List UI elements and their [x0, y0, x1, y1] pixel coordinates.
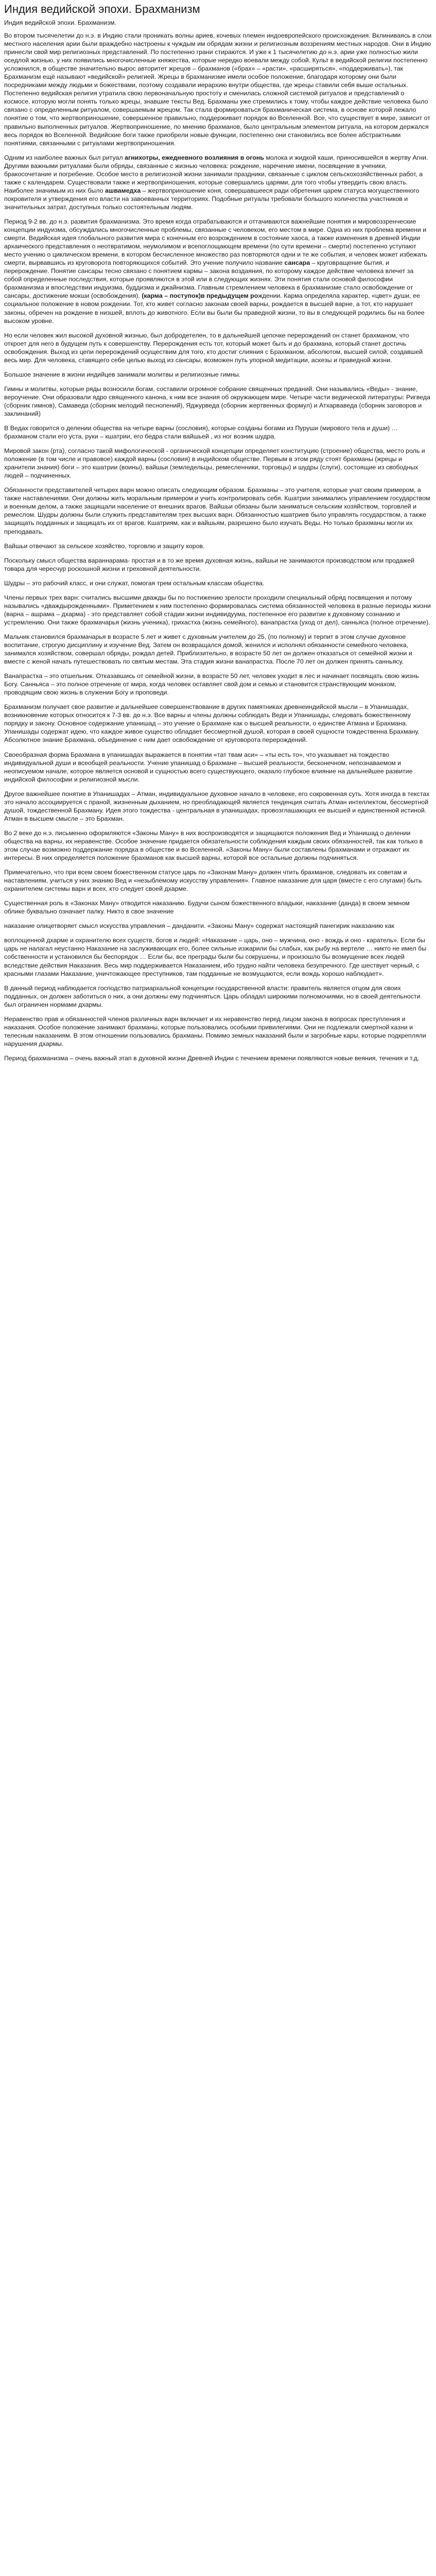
paragraph-text: Своеобразная форма Брахмана в упанишадах выражается в понятии «тат твам аси» – «ты есть то», что указывает на тождество индивидуальной души и всеобщей реальности. Учение упанишад о Брахмане – высшей реальности, бесконечном, непознаваемом и неописуемом начале, которое является основой и сущностью всего существующего, оказало глубокое влияние на дальнейшее развитие индийской философии и религиозной мысли. — [4, 751, 413, 783]
paragraph — [4, 542, 432, 550]
paragraph — [4, 936, 432, 977]
paragraph-text: Период брахманизма – очень важный этап в духовной жизни Древней Индии с течением времени появляются новые веяния, течения и т.д. — [4, 1054, 420, 1062]
bold-text: (карма – поступок)в предыдущем ро — [142, 292, 258, 300]
paragraph — [4, 331, 432, 364]
paragraph-text: ждении. Карма определяла характер, «цвет» души, ее социальное положение в новом рождении. Тот, кто живет согласно законам своей варны, рождается в высшей варне, а тот, кто нарушает законы, обречен на рождение в низшей, вплоть до животного. Если вы были бы праведной жизни, то вы в следующей родились бы на более высоком уровне. — [4, 292, 425, 325]
paragraph-text: Существенная роль в «Законах Ману» отводится наказанию. Будучи сыном божественного владыки, наказание (данда) в своем земном облике буквально означает палку. Никто в свое значение — [4, 900, 410, 916]
paragraph — [4, 1054, 432, 1062]
paragraph-text: Члены первых трех варн: считались высшими дважды бы по постижению зрелости проходили специальный обряд посвящения и потому назывались «дваждырожденными». Приметением к ним постепенно формировалась система обязанностей человека в разные периоды жизни (варна – ашрама – дхарма) - это представляет собой стадии жизни индивидуума, постепенное его развитие к духовному сознанию и устремлению. Они также брахмачарья (жизнь ученика), грихастха (жизнь семейного), ванапрастха (уход от дел), санньяса (полное отречение). — [4, 594, 431, 626]
paragraph — [4, 579, 432, 587]
bold-text: сансара — [284, 259, 310, 267]
bold-text: агнихотры, ежедневного возлияния в огонь — [125, 154, 265, 161]
paragraph-text: Гимны и молитвы, которые ряды возносили богам, составили огромное собрание священных преданий. Они назывались «Веды» - знание, вероучение. Они образовали ядро священного канона, к ним все знания об окружающем мире. Четыре части ведической литературы: Ригведа (сборник гимнов), Самаведа (сборник мелодий песнопений), Яджурведа (сборник жертвенных формул) и Атхарваведа (сборник заговоров и заклинаний) — [4, 385, 430, 417]
paragraph — [4, 703, 432, 744]
paragraph-text: Большое значение в жизни индийцев занимали молитвы и религиозные гимны. — [4, 370, 241, 378]
paragraph-text: Шудры – это рабочий класс, и они служат, помогая трем остальным классам общества. — [4, 579, 265, 587]
paragraph — [4, 868, 432, 893]
paragraph-text: Ванапрастха – это отшельник. Отказавшись от семейной жизни, в возрасте 50 лет, человек уходит в лес и начинает посвящать свою жизнь Богу. Санньяса – это полное отречение от мира, когда человек оставляет свой дом и семью и становится странствующим монахом, проводящим свою жизнь в служении Богу и проповеди. — [4, 672, 419, 697]
document-page — [0, 0, 436, 1062]
paragraph — [4, 556, 432, 573]
paragraph-text: Период 9-2 вв. до н.э. развития брахманизма. Это время когда отрабатываются и оттачиваются важнейшие понятия и мировоззренческие концепции индуизма, обсуждались многочисленные проблемы, связанные с человеком, его местом в мире. Одна из них проблема времени и смерти. Ведийская идея глобального развития мира с конечным его возрождением в состояние хаоса, а также изменения в древней Индии архаического представления о неотвратимом, неумолимом и всепоглощающем времени (по сути времени – смерти) постепенно уступают место учению о циклическом времени, в котором бесчисленное множество раз повторяются одни и те же события, и человек может избежать смерти, вырвавшись из круговорота повторяющихся событий. Это учение получило название — [4, 217, 427, 267]
bold-text: ашвамедха — [105, 187, 141, 194]
paragraph-text: Одним из наиболее важных был ритуал — [4, 154, 125, 161]
paragraph-text: Неравенство прав и обязанностей членов различных варн включает и их неравенство перед лицом закона в вопросах преступления и наказания. Особое положение занимают брахманы, которые пользовались особыми привилегиями. Они не подлежали смертной казни и телесным наказаниям. В этом отношении пользовались брахманы. Помимо земных наказаний были и загробные кары, которые подкрепляли нарушения дхармы. — [4, 1015, 426, 1047]
paragraph-text: – круговращение бытия, и перерождение. Понятие сансары тесно связано с понятием кармы – закона воздаяния, по которому каждое действие человека влечет за собой определенные последствия, которые проявляются в этой или в следующих жизнях. Эти понятия стали основой философии брахманизма и впоследствии индуизма, буддизма и джайнизма. Главным стремлением человека в брахманизме стало освобождение от сансары, достижение мокши (освобождения). — [4, 259, 414, 300]
paragraph-text: Обязанности представителей четырех варн можно описать следующим образом. Брахманы – это учителя, которые учат своим примером, а также наставлениями. Они должны жить моральным примером и учить контролировать себя. Кшатрии занимались управлением государством и военным делом, а также защищали население от внешних врагов. Вайшьи обязаны были заниматься сельским хозяйством, торговлей и ремеслом. Шудры должны были служить представителям трех высших варн. Обязанностью кшатриев было управлять государством, а также защищать подданных и защищать их от врагов. Кшатриям, как и вайшьям, разрешено было изучать Веды. Но только брахманы могли их преподавать. — [4, 486, 430, 535]
page-subtitle: Индия ведийской эпохи. Брахманизм. — [4, 19, 116, 26]
paragraph — [4, 486, 432, 535]
paragraph — [4, 984, 432, 1009]
paragraph-text: В Ведах говорится о делении общества на четыре варны (сословия), которые созданы богами из Пуруши (мирового тела и души) … брахманом стали его уста, руки – кшатрии, его бедра стали вайшьей , из ног возник шудра. — [4, 425, 398, 440]
paragraph-text: Мировой закон (рта), согласно такой мифологической - органической концепции определяет конституцию (строение) общества, место роль и положение (в том числе и правовое) каждой варны (сословия) в индийском обществе. Первым в этом ряду стоят брахманы (жрецы и хранители знания) боги – это кшатрии (воины), вайшьи (земледельцы, ремесленники, торговцы) и шудры (слуги), состоящие из свободных людей – подчиненных. — [4, 447, 425, 480]
paragraph — [4, 370, 432, 379]
paragraph-text: Примечательно, что при всем своем божественном статусе царь по «Законам Ману» должен чтить брахманов, следовать их советам и наставлениям, учиться у них знанию Вед и «незыблемому искусству управления». Главное наказание для царя (вместе с его слугами) быть охранителем системы варн и всех, кто следует своей дхарме. — [4, 869, 422, 893]
paragraph-text: Брахманизм получает свое развитие и дальнейшее совершенствование в других памятниках древнеиндийской мысли – в Упанишадах, возникновение которых относится к 7-3 вв. до н.э. Все варны и члены должны соблюдать Веди и Упанишады, следовать божественному порядку и закону. Основное содержание упанишад – это учение о Брахмане как о высшей реальности, о единстве Атмана и Брахмана. Упанишады содержат идею, что каждое живое существо обладает бессмертной душой, которая в своей сущности тождественна Брахману. Абсолютное знание Брахмана, объединение с ним дает освобождение от круговорота перерождений. — [4, 703, 420, 744]
paragraph — [4, 31, 432, 147]
paragraph-text: наказание олицетворяет смысл искусства управления – данданити. «Законы Ману» содержат настоящий панегирик наказанию как — [4, 922, 394, 930]
paragraph-text: Во втором тысячелетии до н.э. в Индию стали проникать волны ариев, кочевых племен индоевропейского происхождения. Вклиниваясь в слои местного населения арии были враждебно настроены к чуждым им обрядам жизни и религиозным воззрениям местных народов. Они в Индию принесли свой мир религиозных представлений. По постепенно грани стираются. И уже к 1 тысячелетию до н.э. арии уже полностью жили оседлой жизнью, у них появились многочисленные княжества, которые нередко воевали между собой. Культ в ведийской религии постепенно усложнился, в обществе значительно вырос авторитет жрецов – брахманов («брах» – «расти», «расширяться», «поддерживать»), так Брахманизм ещё называют «ведийской» религией. Жрецы в брахманизме имели особое положение, благодаря которому они были посредниками между людьми и божествами, поэтому создавали иерархию внутри общества, где жрецы ставили себя выше остальных. Постепенно ведийская религия утратила свою первоначальную простоту и сменилась сложной системой ритуалов и представлений о космосе, которую могли понять только жрецы, знавшие тексты Вед. Брахманы уже стремились к тому, чтобы каждое действие человека было связано с определенным ритуалом, совершаемым жрецом. Так стала формироваться брахманическая система, в основе которой лежало понятие о том, что жертвоприношение, совершенное правильно, поддерживает порядок во Вселенной. Все, что существует в мире, зависит от правильно выполненных ритуалов. Жертвоприношение, по мнению брахманов, было центральным элементом ритуала, на котором держался весь порядок во Вселенной. Ведийские боги также приобрели новые функции, постепенно они становились все более абстрактными понятиями, связанными с ритуалами жертвоприношения. — [4, 32, 432, 147]
page-title: Индия ведийской эпохи. Брахманизм — [4, 3, 200, 15]
paragraph-text: Во 2 веке до н.э. письменно оформляются «Законы Ману» в них воспроизводятся и защищаются положения Вед и Упанишад о делении общества на варны, их неравенстве. Особое значение придается обязательности соблюдения каждым своих обязанностей, так как только в этом случае возможно поддержание порядка в обществе и во Вселенной. «Законы Ману» были составлены брахманами и отражают их интересы. В них определяется положение брахманов как высшей варны, которой все остальные должны подчиняться. — [4, 829, 423, 862]
paragraph — [4, 447, 432, 480]
paragraph-text: – жертвоприношение коня, совершавшееся ради обретения царем статуса могущественного покровителя и утверждения его власти на завоеванных территориях. Подобные ритуалы требовали большого количества участников и значительных затрат, доступных только состоятельным людям. — [4, 187, 420, 211]
paragraph — [4, 1015, 432, 1048]
paragraph-text: Мальчик становился брахмачарья в возрасте 5 лет и живет с духовным учителем до 25, (по полному) и терпит в этом случае духовное воспитание, строгую дисциплину и изучение Вед. Затем он возвращался домой, женился и исполнял обязанности семейного человека, занимался хозяйством, совершал обряды, рождал детей. Приблизительно, в возрасте 50 лет он должен отказаться от семейной жизни и вместе с женой начать путешествовать по святым местам. Эта стадия жизни ванапрастха. После 70 лет он должен принять санньясу. — [4, 633, 412, 666]
paragraph — [4, 424, 432, 440]
paragraph-text: воплощенной дхарме и охранителю всех существ, богов и людей: «Наказание – царь, оно – мужчина, оно - вождь и оно - каратель». Если бы царь не налагал неустанно Наказание на заслуживающих его, более сильные изжарили бы слабых, как рыбу на вертеле … никто не имел бы собственности и установился бы беспорядок … Если бы, все преграды были бы сокрушены, и произошло бы возмущение всех людей вследствие действия Наказания. Весь мир поддерживается Наказанием, ибо трудно найти человека безупречного. Где шествует черный, с красными глазами Наказание, уничтожающее преступников, там подданные не возмущаются, если вождь хорошо наблюдает». — [4, 937, 427, 977]
paragraph-text: Другое важнейшее понятие в Упанишадах – Атман, индивидуальное духовное начало в человеке, его сокровенная суть. Хотя иногда в текстах это начало ассоциируется с праной, жизненным дыханием, но преобладающей является тенденция считать Атман интеллектом, бессмертной душой, тождественной Брахману. Идея этого тождества - центральная в упанишадах, провозглашающих ее высшей и единственной истиной. Атман в высшем смысле – это Брахман. — [4, 790, 430, 822]
paragraph-text: В данный период наблюдается господство патриархальной концепции государственной власти: правитель является отцом для своих подданных, он должен заботиться о них, а они должны ему подчиняться. Царь обладал широкими полномочиями, но в своей деятельности был ограничен нормами дхармы. — [4, 984, 421, 1008]
paragraph-text: Поскольку смысл общества вараннарама- простая и в то же время духовная жизнь, вайшьи не занимаются производством или продажей товара для чересчур роскошной жизни и греховной деятельности. — [4, 556, 415, 572]
paragraph — [4, 899, 432, 916]
paragraph — [4, 385, 432, 418]
paragraph — [4, 217, 432, 325]
paragraph — [4, 154, 432, 211]
paragraph — [4, 829, 432, 862]
paragraph-text: молока и жидкой каши, приносившейся в жертву Агни. Другими важными ритуалами были обряды, связанные с жизнью человека: рождение, наречение имени, посвящение в ученики, бракосочетание и погребение. Особое место в религиозной жизни занимали праздники, связанные с циклом сельскохозяйственных работ, а также с календарем. Существовали также и жертвоприношения, которые совершались царями, для того чтобы утвердить свою власть. Наиболее значимым из них было — [4, 154, 428, 194]
paragraph — [4, 672, 432, 697]
paragraph — [4, 751, 432, 784]
paragraph — [4, 633, 432, 666]
paragraph-text: Но если человек жил высокой духовной жизнью, был добродетелен, то в дальнейшей цепочке перерождений он станет брахманом, что откроет для него в будущем путь к совершенству. Перерождения есть тот, который может быть и до брахмана, который станет достичь освобождения. Выход из цепи перерождений осуществим для того, кто достиг слияния с Брахманом, абсолютом, высшей силой, создавшей весь мир. Для человека, ставящего себе целью выход из сансары, возможен путь упорной медитации, аскезы и праведной жизни. — [4, 331, 423, 364]
article-body — [4, 31, 432, 1062]
paragraph — [4, 594, 432, 626]
paragraph — [4, 922, 432, 930]
paragraph — [4, 790, 432, 823]
paragraph-text: Вайшьи отвечают за сельское хозяйство, торговлю и защиту коров. — [4, 542, 205, 550]
